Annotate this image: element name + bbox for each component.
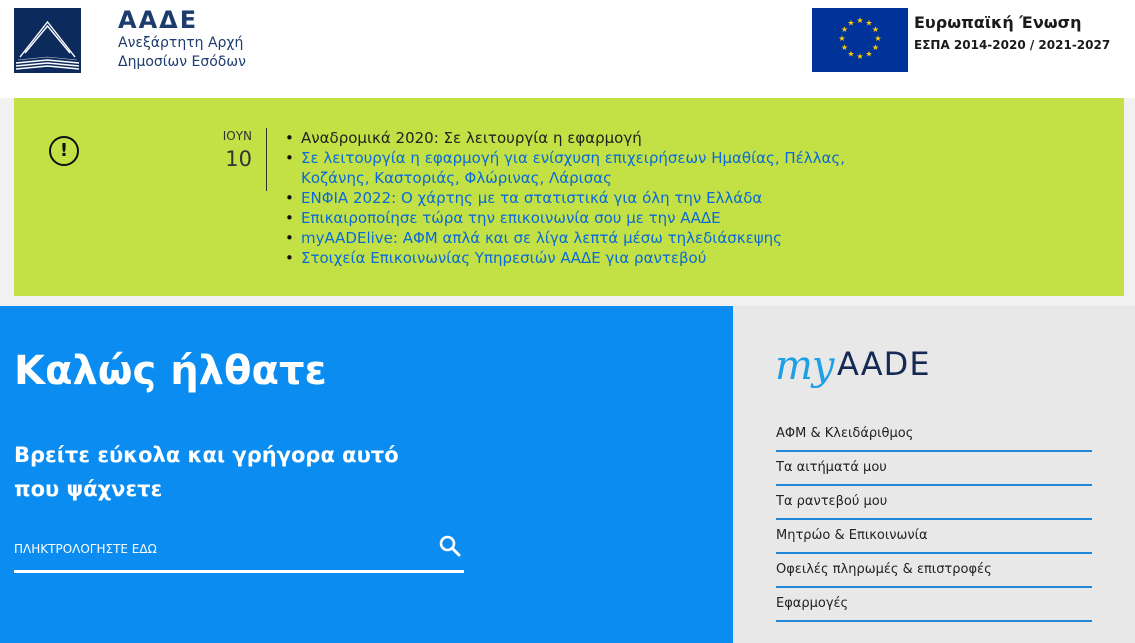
myaade-link-payments[interactable]: Οφειλές πληρωμές & επιστροφές [776,554,1092,588]
myaade-panel [733,306,1135,643]
org-line-2: Δημοσίων Εσόδων [118,54,246,70]
svg-text:★: ★ [865,18,873,28]
svg-text:★: ★ [865,49,873,59]
eu-funding-label [914,12,1110,56]
myaade-link-afm[interactable]: ΑΦΜ & Κλειδάριθμος [776,418,1092,452]
news-item-3[interactable]: • ΕΝΦΙΑ 2022: Ο χάρτης με τα στατιστικά για όλη την Ελλάδα [301,188,861,208]
news-item-4[interactable]: • Επικαιροποίησε τώρα την επικοινωνία σου με την ΑΑΔΕ [301,208,861,228]
site-header [0,0,1135,98]
news-band [0,98,1135,306]
news-date [212,128,267,191]
news-item-1[interactable]: • Αναδρομικά 2020: Σε λειτουργία η εφαρμογή [301,128,861,148]
myaade-logo-my: my [775,343,834,389]
news-item-2[interactable]: • Σε λειτουργία η εφαρμογή για ενίσχυση επιχειρήσεων Ημαθίας, Πέλλας, Κοζάνης, Καστοριάς, Φλώρινας, Λάρισας [301,148,861,188]
news-item-5[interactable]: • myAADElive: ΑΦΜ απλά και σε λίγα λεπτά μέσω τηλεδιάσκεψης [301,228,861,248]
myaade-link-appointments[interactable]: Τα ραντεβού μου [776,486,1092,520]
myaade-logo[interactable] [775,342,955,412]
search-icon[interactable] [438,534,462,558]
svg-text:★: ★ [847,18,855,28]
myaade-link-requests[interactable]: Τα αιτήματά μου [776,452,1092,486]
svg-text:★: ★ [840,25,849,34]
svg-text:★: ★ [874,34,882,43]
welcome-tagline: Βρείτε εύκολα και γρήγορα αυτό που ψάχνετε [14,443,399,501]
news-date-month: ΙΟΥΝ [222,129,252,143]
org-name[interactable] [118,6,246,72]
welcome-title: Καλώς ήλθατε [14,348,327,394]
eu-flag-icon [812,8,908,72]
eu-program: ΕΣΠΑ 2014-2020 / 2021-2027 [914,38,1111,52]
news-date-day: 10 [225,147,252,171]
myaade-link-registry[interactable]: Μητρώο & Επικοινωνία [776,520,1092,554]
svg-text:★: ★ [856,52,864,61]
myaade-link-applications[interactable]: Εφαρμογές [776,588,1092,622]
aade-logo-icon[interactable] [14,8,81,73]
org-acronym: ΑΑΔΕ [118,6,199,34]
svg-text:★: ★ [871,25,880,34]
svg-text:★: ★ [840,43,849,52]
org-line-1: Ανεξάρτητη Αρχή [118,35,244,51]
search-bar [14,528,464,573]
svg-text:★: ★ [838,34,846,43]
eu-title: Ευρωπαϊκή Ένωση [914,13,1082,32]
svg-text:★: ★ [856,16,864,25]
search-input[interactable] [14,536,414,562]
svg-text:★: ★ [871,43,880,52]
news-box [14,98,1124,296]
svg-text:★: ★ [847,49,855,59]
news-item-6[interactable]: • Στοιχεία Επικοινωνίας Υπηρεσιών ΑΑΔΕ για ραντεβού [301,248,861,268]
myaade-links [776,418,1092,622]
news-list [301,128,861,268]
myaade-logo-aade: AADE [837,345,931,383]
welcome-hero [0,306,733,643]
exclamation-circle-icon: ! [49,136,79,166]
